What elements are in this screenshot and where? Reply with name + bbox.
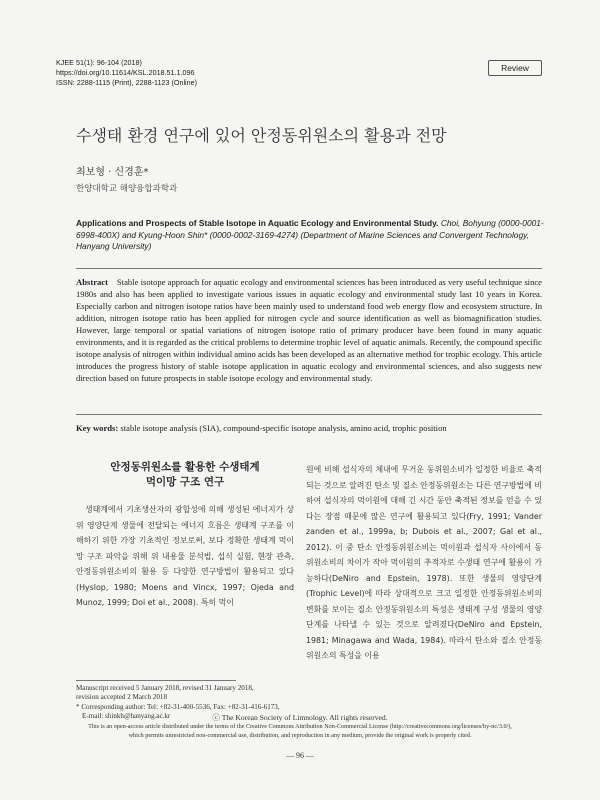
journal-meta [56,58,197,88]
body-right-paragraph: 원에 비해 섭식자의 체내에 무거운 동위원소비가 일정한 비율로 축적되는 것으로 알려진 탄소 및 질소 안정동위원소는 다른 연구방법에 비하여 섭식자의 먹이원에 대해 긴 시간 동안 축적된 정보를 얻을 수 있다는 장점 때문에 많은 연구에 활용되고 있다(Fry, 1991; Vander zanden et al., 1999a, b; Dubois et al., 2007; Gal et al., 2012). 이 중 탄소 안정동위원소비는 먹이원과 섭식자 사이에서 동위원소비의 차이가 작아 먹이원의 추적자로 수생태 연구에 활용이 가능하다(DeNiro and Epstein, 1978). 또한 생물의 영양단계(Trophic Level)에 따라 상대적으로 크고 일정한 안정동위원소비의 변화를 보이는 질소 안정동위원소의 특성은 생태계 구성 생물의 영양단계를 나타낼 수 있는 것으로 알려졌다(DeNiro and Epstein, 1981; Minagawa and Wada, 1984). 따라서 탄소와 질소 안정동위원소의 특성을 이용 [306,465,543,660]
review-badge: Review [488,60,542,76]
body-right-column [306,462,542,664]
footnote-accepted: revision accepted 2 March 2018 [76,693,168,702]
abstract-text: Stable isotope approach for aquatic ecology and environmental sciences has been introduced as very useful technique since 1980s and also has been applied to investigate various issues in aquatic ecology and environmental study last 10 years in Korea. Especially carbon and nitrogen isotope ratios have been mainly used to understand food web energy flow and ecosystem structure. In addition, nitrogen isotope ratio has been applied for nitrogen cycle and source identification as well as biomagnification studies. However, large temporal or spatial variations of nitrogen isotope ratio of primary producer have been found in many aquatic environments, and it is regarded as the critical problems to determine trophic level of aquatic animals. Recently, the compound specific isotope analysis of nitrogen within individual amino acids has been developed as an alternative method for trophic ecology. This article introduces the progress history of stable isotope application in aquatic ecology and environmental sciences, and also suggests new direction based on future prospects in stable isotope ecology and environmental study. [76,277,542,383]
keywords-text: stable isotope analysis (SIA), compound-specific isotope analysis, amino acid, trophic position [120,423,447,433]
english-affiliation: (Department of Marine Sciences and Convergent Technology, Hanyang University) [76,229,530,251]
footnote-rule [76,680,236,681]
english-authors: Choi, Bohyung (0000-0001-6998-400X) and Kyung-Hoon Shin* (0000-0002-3169-4274) [76,218,544,240]
abstract [76,276,542,384]
body-left-column [76,502,294,611]
keywords-label: Key words: [76,423,119,433]
keywords [76,423,542,433]
section-heading-line2: 먹이망 구조 연구 [145,476,225,488]
section-heading-line1: 안정동위원소를 활용한 수생태계 [110,461,260,473]
issn-line: ISSN: 2288-1115 (Print), 2288-1123 (Online) [56,78,198,87]
footnote-email[interactable]: E-mail: shinkh@hanyang.ac.kr [82,712,171,721]
license-line-1: This is an open-access article distributed under the terms of the Creative Commons Attribution Non-Commercial License (http://creativecommons.org/licenses/by-nc/3.0/), [88,723,512,730]
section-heading [76,460,294,490]
keywords-rule [76,414,542,415]
korean-authors: 최보형 · 신경훈* [76,167,149,178]
license-line-2: which permits unrestricted non-commercial use, distribution, and reproduction in any medium, provide the original work is properly cited. [128,731,472,739]
footnote-corresponding: * Corresponding author: Tel: +82-31-400-5536, Fax: +82-31-416-6173, [76,702,280,711]
page-number: — 96 — [286,751,314,760]
english-title-block [76,218,544,253]
copyright-block [40,712,560,740]
body-left-paragraph: 생태계에서 기초생산자의 광합성에 의해 생성된 에너지가 상위 영양단계 생물에 전달되는 에너지 흐름은 생태계 구조를 이해하기 위한 가장 기초적인 정보로써, 보다 정확한 생태계 먹이망 구조 파악을 위해 위 내용물 분석법, 섭식 실험, 현장 관측, 안정동위원소비의 활용 등 다양한 연구방법이 활용되고 있다(Hyslop, 1980; Moens and Vincx, 1997; Ojeda and Munoz, 1999; Doi et al., 2008). 특히 먹이 [76,505,294,607]
korean-title: 수생태 환경 연구에 있어 안정동위원소의 활용과 전망 [76,126,447,145]
journal-citation: KJEE 51(1): 96-104 (2018) [56,58,142,67]
footnote-received: Manuscript received 5 January 2018, revised 31 January 2018, [76,684,254,692]
copyright-line: ⓒ The Korean Society of Limnology. All rights reserved. [212,713,388,722]
korean-affiliation: 한양대학교 해양융합과학과 [76,184,178,194]
english-title: Applications and Prospects of Stable Isotope in Aquatic Ecology and Environmental Study. [76,218,439,228]
abstract-top-rule [76,268,542,269]
doi-link[interactable]: https://doi.org/10.11614/KSL.2018.51.1.096 [56,68,195,77]
abstract-label: Abstract [76,277,108,287]
